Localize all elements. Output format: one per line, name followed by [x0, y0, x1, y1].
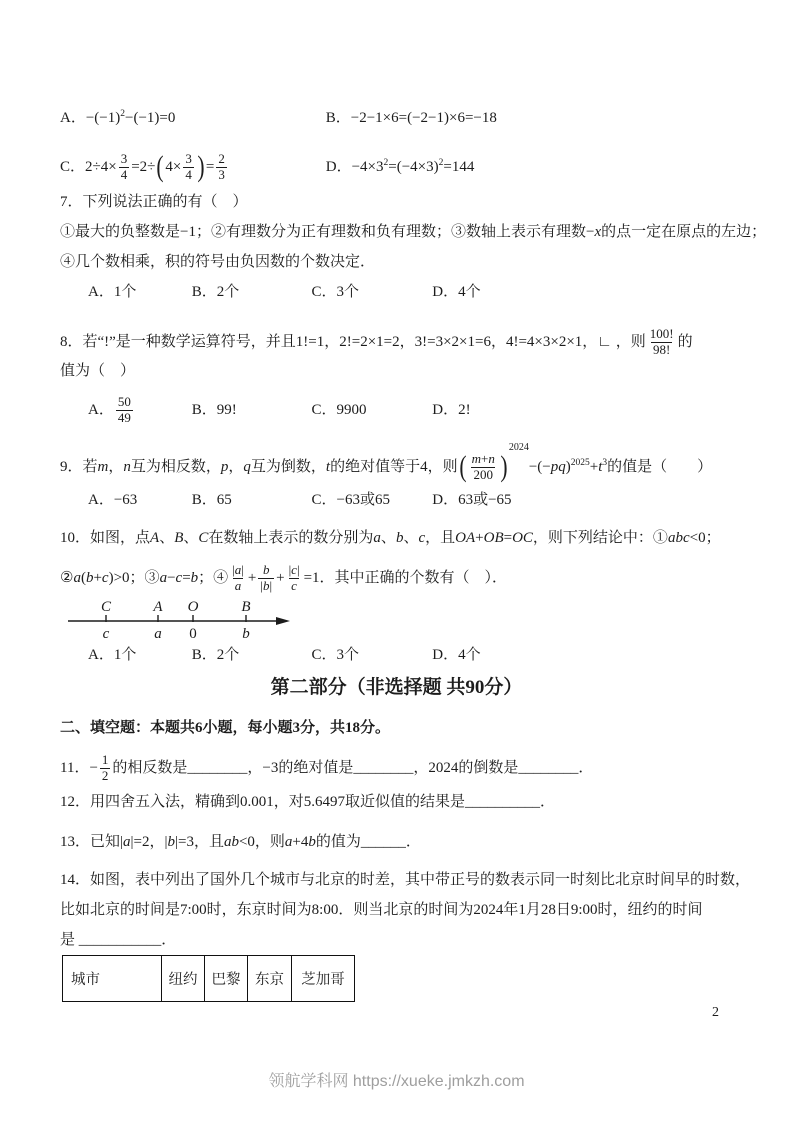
q9-option-a: A．−63	[88, 492, 138, 508]
site-watermark: 领航学科网 https://xueke.jmkzh.com	[268, 1073, 525, 1090]
point-label-A: A	[153, 599, 163, 615]
value-label-a: a	[154, 626, 162, 642]
q7-option-c: C．3个	[311, 284, 360, 300]
q6-options-row-1	[60, 108, 497, 128]
point-label-O: O	[187, 599, 199, 615]
value-label-b: b	[242, 626, 250, 642]
value-label-c: c	[102, 626, 110, 642]
q7-statements-2: ④几个数相乘，积的符号由负因数的个数决定．	[60, 254, 376, 270]
q9-options-row	[60, 490, 512, 510]
number-line-figure	[60, 597, 310, 645]
q7-option-d: D．4个	[432, 284, 481, 300]
q9-stem: 9．若m，n互为相反数，p，q互为倒数，t的绝对值等于4，则( $\frac{m+n}{200}$ )$^{2024}-(-pq)^{2025}+t^3$的值是（ ）	[60, 441, 713, 484]
q7-stem: 7．下列说法正确的有（ ）	[60, 194, 248, 210]
q11-stem: 11．− $\frac{1}{2}$ 的相反数是________，−3的绝对值是________，2024的倒数是________．	[60, 752, 594, 783]
q7-option-a: A．1个	[88, 284, 137, 300]
table-cell-city-header: 城市	[71, 972, 100, 988]
value-label-0: 0	[189, 626, 197, 642]
q9-option-c: C．−63或65	[311, 492, 390, 508]
point-label-B: B	[241, 599, 251, 615]
timezone-table	[62, 955, 355, 1002]
q14-stem-line-1: 14．如图，表中列出了国外几个城市与北京的时差，其中带正号的数表示同一时刻比北京时间早的时数，	[60, 872, 751, 888]
page-number: 2	[712, 1005, 719, 1020]
q8-option-b: B．99!	[191, 401, 237, 418]
q10-option-c: C．3个	[311, 647, 360, 663]
q8-options-row	[60, 395, 471, 426]
q10-stem-line-1: 10．如图，点A、B、C在数轴上表示的数分别为a、b、c，且OA+OB=OC，则下列结论中：①abc<0；	[60, 530, 721, 546]
q6-option-c: C．2÷4× $\frac{3}{4}$ =2÷(4× $\frac{3}{4}$ )= $\frac{2}{3}$	[60, 150, 225, 184]
q10-stem-line-2: ②a(b+c)>0；③a−c=b；④ $\frac{|a|}{a}$ + $\frac{b}{|b|}$ + $\frac{|c|}{c}$ =1．其中正确的个数有（ ）．	[60, 562, 508, 593]
q6-option-a: A．$-(-1)^2-(-1)=0$	[60, 109, 176, 126]
q10-options-row	[60, 645, 481, 665]
q9-option-b: B．65	[191, 492, 232, 508]
q6-option-b: B．−2−1×6=(−2−1)×6=−18	[325, 110, 497, 126]
q6-option-d: D．$-4\times 3^2=(-4\times 3)^2=144$	[325, 157, 475, 175]
q10-option-d: D．4个	[432, 647, 481, 663]
table-cell-paris: 巴黎	[204, 956, 247, 1001]
axis-arrow-icon	[276, 617, 290, 625]
point-label-C: C	[100, 599, 112, 615]
table-cell-chicago: 芝加哥	[291, 956, 354, 1001]
fill-in-section-header: 二、填空题：本题共6小题，每小题3分，共18分。	[60, 720, 391, 736]
table-cell-tokyo: 东京	[247, 956, 291, 1001]
q6-options-row-2	[60, 152, 474, 183]
q13-stem: 13．已知|a|=2，|b|=3，且ab<0，则a+4b的值为______．	[60, 834, 421, 850]
q8-stem-line-2: 值为（ ）	[60, 363, 136, 379]
q14-stem-line-2: 比如北京的时间是7:00时，东京时间为8:00．则当北京的时间为2024年1月28日9:00时，纽约的时间	[60, 902, 703, 918]
q7-options-row	[60, 282, 481, 302]
table-cell-newyork: 纽约	[161, 956, 204, 1001]
q8-option-a: A． $\frac{50}{49}$	[88, 394, 131, 425]
q8-option-c: C．9900	[311, 401, 367, 418]
q8-option-d: D．2!	[432, 401, 471, 418]
q12-stem: 12．用四舍五入法，精确到0.001，对5.6497取近似值的结果是__________．	[60, 794, 556, 810]
q7-statements-1: ①最大的负整数是−1；②有理数分为正有理数和负有理数；③数轴上表示有理数−x的点一定在原点的左边；	[60, 224, 767, 240]
q7-option-b: B．2个	[191, 284, 240, 300]
q9-option-d: D．63或−65	[432, 492, 512, 508]
q10-option-a: A．1个	[88, 647, 137, 663]
q14-stem-line-3: 是 ___________．	[60, 932, 177, 948]
q8-stem-line-1: 8．若“!”是一种数学运算符号，并且1!=1，2!=2×1=2，3!=3×2×1=6，4!=4×3×2×1，∟ ，则 $\frac{100!}{98!}$ 的	[60, 326, 693, 357]
q10-option-b: B．2个	[191, 647, 240, 663]
part2-heading: 第二部分（非选择题 共90分）	[270, 677, 523, 698]
